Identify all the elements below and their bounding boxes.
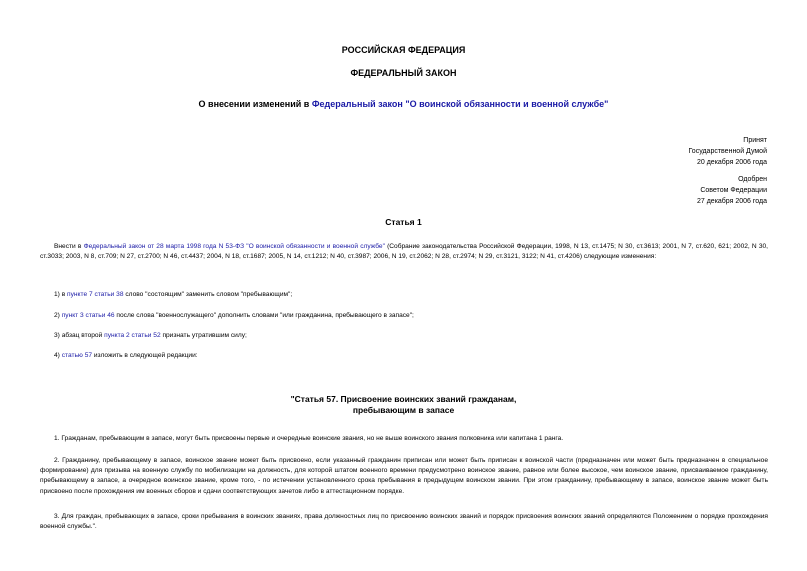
article-57-paragraph-1: 1. Гражданам, пребывающим в запасе, могут быть присвоены первые и очередные воинские звания, но не выше воинского звания полковника или капитана 1 ранга. (54, 435, 564, 442)
law-title (0, 99, 807, 109)
item1-prefix: 1) в (54, 291, 68, 298)
amendment-item-4 (40, 351, 768, 361)
item2-prefix: 2) (54, 312, 62, 319)
intro-prefix: Внести в (54, 243, 84, 250)
law-title-prefix: О внесении изменений в (198, 99, 312, 109)
article-57-paragraph-3: 3. Для граждан, пребывающих в запасе, сроки пребывания в воинских званиях, права должностных лиц по присвоению воинских званий и порядок присвоения воинских званий определяются Положением о порядке прохождения военной службы.". (40, 513, 768, 531)
intro-rest: (Собрание законодательства Российской Федерации, 1998, N 13, ст.1475; N 30, ст.3613; 2001, N 7, ст.620, 621; 2002, N 30, ст.3033; 2003, N 8, ст.709; N 27, ст.2700; N 46, ст.4437; 2004, N 18, ст.1687; 2005, N 14, ст.1212; N 40, ст.3987; 2006, N 19, ст.2062; N 28, ст.2974; N 29, ст.3121, 3122; N 41, ст.4206) следующие изменения: (40, 243, 769, 261)
article-1-intro (40, 242, 768, 262)
adopted-label: Принят (743, 137, 767, 144)
article-1-heading: Статья 1 (385, 217, 422, 227)
country-heading: РОССИЙСКАЯ ФЕДЕРАЦИЯ (341, 45, 466, 55)
item4-link[interactable]: статью 57 (61, 352, 93, 359)
item4-prefix: 4) (54, 352, 62, 359)
item2-rest: после слова "военнослужащего" дополнить словами "или гражданина, пребывающего в запасе"; (114, 312, 414, 319)
item3-link[interactable]: пункта 2 статьи 52 (104, 332, 161, 339)
item4-rest: изложить в следующей редакции: (92, 352, 198, 359)
approved-body: Советом Федерации (700, 187, 767, 194)
adopted-by-duma (688, 135, 767, 168)
approved-label: Одобрен (738, 176, 767, 183)
article-57-heading (0, 394, 807, 416)
intro-law-link[interactable]: Федеральный закон от 28 марта 1998 года N 53-ФЗ "О воинской обязанности и военной службе" (83, 243, 385, 250)
item1-rest: слово "состоящим" заменить словом "пребывающим"; (123, 291, 293, 298)
approved-by-council (697, 174, 767, 207)
law-title-link[interactable]: Федеральный закон "О воинской обязанности и военной службе" (311, 99, 609, 109)
article-57-heading-line2: пребывающим в запасе (352, 405, 455, 415)
amendment-item-3 (40, 331, 768, 341)
item3-rest: признать утратившим силу; (160, 332, 247, 339)
amendment-item-1 (40, 290, 768, 300)
item3-prefix: 3) абзац второй (54, 332, 105, 339)
adopted-body: Государственной Думой (688, 148, 767, 155)
article-57-heading-line1: "Статья 57. Присвоение воинских званий гражданам, (290, 394, 517, 404)
law-type-heading: ФЕДЕРАЛЬНЫЙ ЗАКОН (350, 68, 457, 78)
item2-link[interactable]: пункт 3 статьи 46 (61, 312, 115, 319)
amendment-item-2 (40, 311, 768, 321)
item1-link[interactable]: пункте 7 статьи 38 (67, 291, 124, 298)
approved-date: 27 декабря 2006 года (696, 198, 767, 205)
article-57-paragraph-2: 2. Гражданину, пребывающему в запасе, воинское звание может быть присвоено, если указанный гражданин приписан или может быть приписан к воинской части (предназначен или может быть предназначен в специальное формирование) для призыва на военную службу по мобилизации на должность, для которой штатом военного времени предусмотрено воинское звание, равное или более высокое, чем воинское звание, присваиваемое гражданину, пребывающему в запасе, а очередное воинское звание, кроме того, - по истечении установленного срока пребывания в предыдущем воинском звании. При этом гражданину, пребывающему в запасе, воинское звание может быть присвоено после прохождения им военных сборов и сдачи соответствующих зачетов либо в аттестационном порядке. (40, 457, 768, 495)
adopted-date: 20 декабря 2006 года (696, 159, 767, 166)
